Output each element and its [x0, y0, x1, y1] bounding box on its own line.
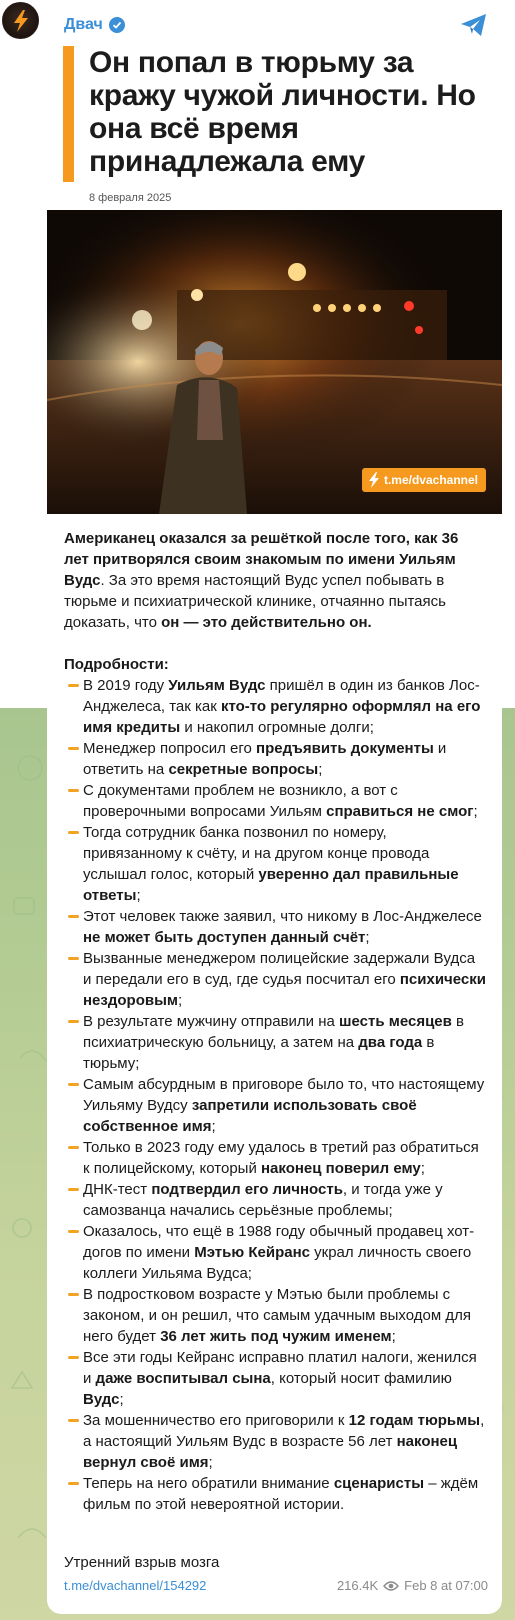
bold-text: наконец поверил ему [261, 1160, 421, 1177]
bold-text: он — это действительно он. [161, 614, 372, 631]
lightning-icon [10, 9, 32, 33]
intro-paragraph [64, 528, 486, 633]
article-date: 8 февраля 2025 [89, 192, 172, 204]
dash-bullet-icon [68, 789, 79, 792]
text-run: ; [420, 1160, 425, 1177]
text-run: украл личность своего коллеги Уильяма Вудса; [83, 1244, 472, 1282]
text-run: , а настоящий Уильям Вудс в возрасте 56 лет [83, 1412, 485, 1450]
verified-badge-icon [109, 17, 125, 33]
article-photo[interactable] [47, 210, 502, 514]
text-run: Только в 2023 году ему удалось в третий раз обратиться к полицейскому, который [83, 1139, 479, 1177]
text-run: Самым абсурдным в приговоре было то, что настоящему Уильяму Вудсу [83, 1076, 485, 1114]
dash-bullet-icon [68, 1146, 79, 1149]
list-item [64, 948, 486, 1011]
channel-watermark [362, 468, 486, 492]
list-item [64, 675, 486, 738]
channel-avatar[interactable] [2, 2, 39, 39]
bold-text: Уильям Вудс [168, 677, 266, 694]
details-list [64, 675, 486, 1515]
text-run: В подростковом возрасте у Мэтью были проблемы с законом, и он решил, что самым удачным выходом для него будет [83, 1286, 471, 1345]
text-run: . За это время настоящий Вудс успел побывать в тюрьме и психиатрической клинике, отчаянно пытаясь доказать, что [64, 572, 446, 631]
dash-bullet-icon [68, 1230, 79, 1233]
text-run: в тюрьму; [83, 1034, 435, 1072]
text-run: ; [473, 803, 478, 820]
article-header [63, 46, 485, 210]
list-item [64, 1347, 486, 1410]
bold-text: 36 лет жить под чужим именем [160, 1328, 392, 1345]
dash-bullet-icon [68, 747, 79, 750]
text-run: Вызванные менеджером полицейские задержали Вудса и передали его в суд, где судья посчитал его [83, 950, 476, 988]
text-run: ; [365, 929, 370, 946]
text-run: Все эти годы Кейранс исправно платил налоги, женился и [83, 1349, 477, 1387]
list-item [64, 738, 486, 780]
message-text [64, 528, 486, 1515]
text-run: ; [318, 761, 323, 778]
text-run: В 2019 году [83, 677, 169, 694]
text-run: С документами проблем не возникло, а вот с проверочными вопросами Уильям [83, 782, 398, 820]
text-run: Теперь на него обратили внимание [83, 1475, 334, 1492]
dash-bullet-icon [68, 1188, 79, 1191]
text-run: ; [211, 1118, 216, 1135]
dash-bullet-icon [68, 1083, 79, 1086]
bold-text: уверенно дал правильные ответы [83, 866, 459, 904]
bold-text: наконец вернул своё имя [83, 1433, 458, 1471]
post-link[interactable]: t.me/dvachannel/154292 [64, 1578, 207, 1593]
text-run: и накопил огромные долги; [180, 719, 374, 736]
bold-text: запретили использовать своё собственное имя [83, 1097, 417, 1135]
list-item [64, 822, 486, 906]
details-heading: Подробности: [64, 656, 169, 673]
text-run: Тогда сотрудник банка позвонил по номеру, привязанному к счёту, и на другом конце провода услышал голос, который [83, 824, 430, 883]
dash-bullet-icon [68, 831, 79, 834]
list-item [64, 1074, 486, 1137]
message-header [64, 14, 125, 36]
list-item [64, 1473, 486, 1515]
text-run: – ждём фильм по этой невероятной истории. [83, 1475, 479, 1513]
list-item [64, 1284, 486, 1347]
message-timestamp: Feb 8 at 07:00 [404, 1578, 488, 1593]
bold-text: Мэтью Кейранс [194, 1244, 310, 1261]
text-run: и ответить на [83, 740, 447, 778]
list-item [64, 780, 486, 822]
watermark-text: t.me/dvachannel [383, 473, 478, 487]
message-bubble [47, 0, 502, 1614]
bold-text: Американец оказался за решёткой после того, как 36 лет притворялся своим знакомым по имени Уильям Вудс [64, 530, 459, 589]
bold-text: психически нездоровым [83, 971, 486, 1009]
dash-bullet-icon [68, 1356, 79, 1359]
bold-text: не может быть доступен данный счёт [83, 929, 366, 946]
message-meta [337, 1578, 488, 1593]
dash-bullet-icon [68, 1020, 79, 1023]
message-footer [64, 1578, 488, 1598]
lightning-icon [368, 472, 380, 488]
text-run: За мошенничество его приговорили к [83, 1412, 349, 1429]
bold-text: подтвердил его личность [151, 1181, 343, 1198]
bold-text: секретные вопросы [168, 761, 319, 778]
dash-bullet-icon [68, 957, 79, 960]
list-item [64, 1011, 486, 1074]
text-run: ; [136, 887, 141, 904]
text-run: Этот человек также заявил, что никому в Лос-Анджелесе [83, 908, 482, 925]
dash-bullet-icon [68, 1482, 79, 1485]
text-run: В результате мужчину отправили на [83, 1013, 340, 1030]
text-run: ; [208, 1454, 213, 1471]
text-run: в психиатрическую больницу, а затем на [83, 1013, 465, 1051]
channel-name[interactable]: Двач [64, 16, 103, 33]
list-item [64, 1137, 486, 1179]
dash-bullet-icon [68, 915, 79, 918]
eye-icon [383, 1580, 399, 1592]
text-run: пришёл в один из банков Лос-Анджелеса, так как [83, 677, 480, 715]
text-run: , и тогда уже у самозванца начались серьёзные проблемы; [83, 1181, 443, 1219]
list-item [64, 1410, 486, 1473]
list-item [64, 1179, 486, 1221]
text-run: Оказалось, что ещё в 1988 году обычный продавец хот-догов по имени [83, 1223, 475, 1261]
text-run: ; [178, 992, 183, 1009]
bold-text: сценаристы [333, 1475, 425, 1492]
dash-bullet-icon [68, 1293, 79, 1296]
views-count: 216.4K [336, 1578, 379, 1593]
text-run: ; [391, 1328, 396, 1345]
list-item [64, 1221, 486, 1284]
bold-text: 12 годам тюрьмы [348, 1412, 481, 1429]
message-signature: Утренний взрыв мозга [64, 1554, 220, 1571]
telegram-icon[interactable] [460, 12, 488, 38]
text-run: ; [119, 1391, 124, 1408]
bold-text: предъявить документы [256, 740, 434, 757]
dash-bullet-icon [68, 684, 79, 687]
bold-text: два года [358, 1034, 423, 1051]
article-title: Он попал в тюрьму за кражу чужой личности. Но она всё время принадлежала ему [89, 46, 476, 178]
dash-bullet-icon [68, 1419, 79, 1422]
bold-text: Вудс [83, 1391, 120, 1408]
bold-text: кто-то регулярно оформлял на его имя кредиты [83, 698, 481, 736]
text-run: , который носит фамилию [270, 1370, 452, 1387]
bold-text: даже воспитывал сына [95, 1370, 271, 1387]
bold-text: справиться не смог [326, 803, 474, 820]
list-item [64, 906, 486, 948]
accent-bar [63, 46, 74, 182]
bold-text: шесть месяцев [339, 1013, 452, 1030]
text-run: Менеджер попросил его [83, 740, 257, 757]
text-run: ДНК-тест [83, 1181, 152, 1198]
